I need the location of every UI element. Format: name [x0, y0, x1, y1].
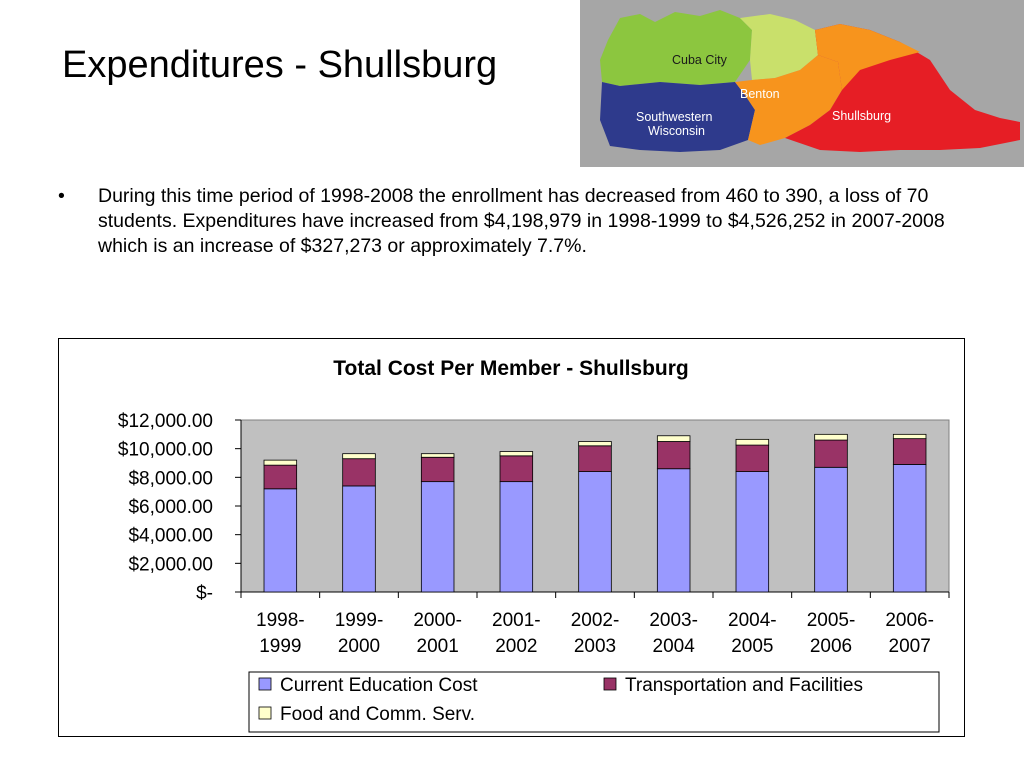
bar-segment: [815, 467, 848, 592]
bar-segment: [264, 465, 297, 489]
x-tick-label: 2004: [652, 636, 695, 657]
x-tick-label: 2006: [809, 636, 853, 657]
x-tick-label: 2000: [337, 636, 381, 657]
legend-label: Transportation and Facilities: [625, 675, 863, 696]
bar-segment: [657, 436, 690, 442]
map-label-shullsburg: Shullsburg: [832, 109, 892, 123]
x-tick-label: 2000-: [413, 610, 462, 631]
chart-title: Total Cost Per Member - Shullsburg: [333, 357, 689, 380]
bar-segment: [343, 454, 376, 459]
bar-segment: [815, 434, 848, 440]
y-tick-label: $10,000.00: [117, 439, 213, 461]
x-tick-label: 2005: [731, 636, 774, 657]
legend-swatch: [259, 707, 271, 719]
legend-swatch: [604, 678, 616, 690]
legend-label: Food and Comm. Serv.: [280, 704, 476, 725]
map-label-wisconsin: Wisconsin: [648, 124, 705, 138]
y-tick-label: $2,000.00: [128, 554, 213, 576]
map-label-southwestern: Southwestern: [636, 110, 713, 124]
y-tick-label: $8,000.00: [128, 468, 213, 490]
bar-segment: [343, 459, 376, 486]
slide-title: Expenditures - Shullsburg: [62, 44, 498, 86]
x-tick-label: 2001-: [492, 610, 541, 631]
chart-container: [58, 338, 965, 737]
bar-segment: [421, 457, 454, 481]
bar-segment: [343, 486, 376, 592]
x-tick-label: 2007: [888, 636, 931, 657]
bar-segment: [736, 445, 769, 472]
y-tick-label: $12,000.00: [117, 411, 213, 432]
map-region-cuba-city: [600, 10, 752, 86]
y-tick-label: $-: [196, 583, 213, 604]
bar-segment: [421, 482, 454, 592]
bar-segment: [736, 439, 769, 445]
bar-segment: [893, 434, 926, 438]
y-tick-label: $4,000.00: [128, 525, 213, 547]
bullet-text: During this time period of 1998-2008 the enrollment has decreased from 460 to 390, a loss of 70 students. Expenditures have increased from $4,198,979 in 1998-1999 to $4,526,252 in 2007-2008 which is an increase of $327,273 or approximately 7.7%.: [98, 185, 945, 257]
bar-segment: [657, 469, 690, 592]
bar-segment: [264, 489, 297, 592]
legend-swatch: [259, 678, 271, 690]
x-tick-label: 1999: [259, 636, 302, 657]
bar-segment: [579, 442, 612, 446]
bar-segment: [421, 454, 454, 458]
bar-segment: [657, 442, 690, 469]
bar-segment: [579, 446, 612, 472]
x-tick-label: 2001: [416, 636, 459, 657]
map-label-benton: Benton: [740, 87, 780, 101]
stacked-bar-chart: [59, 339, 964, 736]
bar-segment: [579, 472, 612, 592]
district-map: [580, 0, 1024, 167]
map-label-cuba-city: Cuba City: [672, 53, 727, 67]
bar-segment: [815, 440, 848, 467]
legend-label: Current Education Cost: [280, 675, 478, 696]
x-tick-label: 2002: [495, 636, 538, 657]
y-tick-label: $6,000.00: [128, 497, 213, 518]
x-tick-label: 2003: [573, 636, 617, 657]
bar-segment: [500, 456, 533, 482]
bar-segment: [893, 464, 926, 592]
bar-segment: [264, 460, 297, 465]
x-tick-label: 1999-: [334, 610, 384, 631]
x-tick-label: 2005-: [806, 610, 856, 631]
x-tick-label: 1998-: [256, 610, 305, 631]
bullet-marker: •: [58, 185, 65, 207]
x-tick-label: 2003-: [649, 610, 698, 631]
bar-segment: [893, 439, 926, 465]
bar-segment: [500, 452, 533, 456]
x-tick-label: 2002-: [570, 610, 620, 631]
bar-segment: [736, 472, 769, 592]
x-tick-label: 2006-: [885, 610, 934, 631]
bar-segment: [500, 482, 533, 592]
x-tick-label: 2004-: [728, 610, 777, 631]
